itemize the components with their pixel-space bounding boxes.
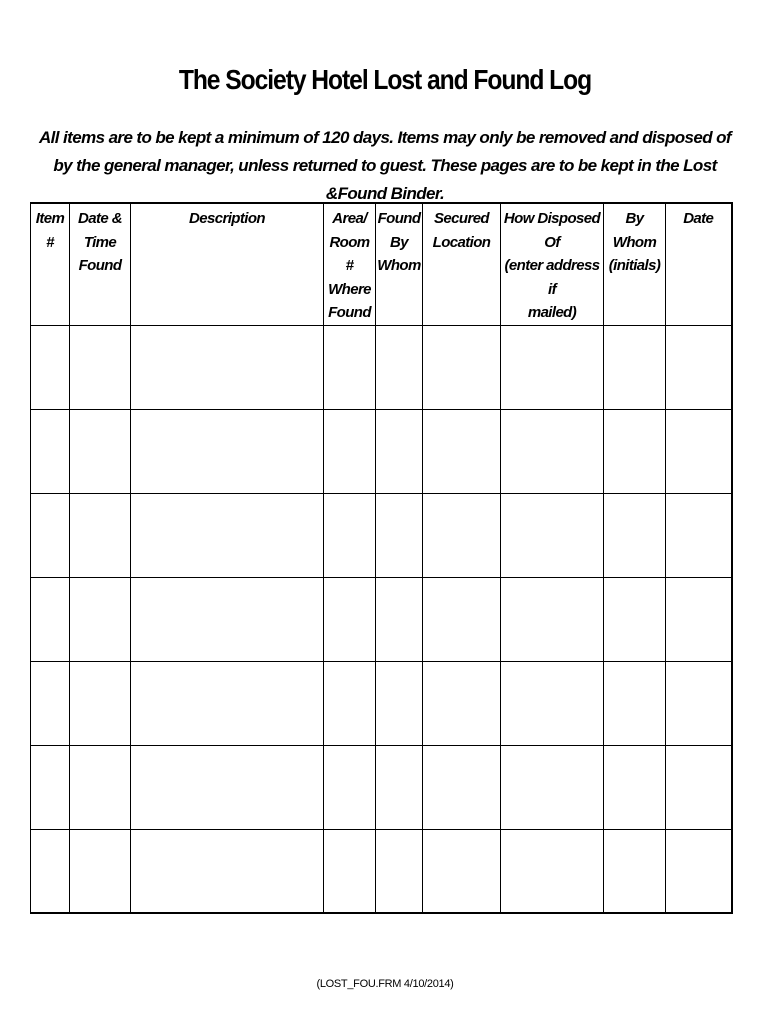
cell-by-whom-initials[interactable] [604, 829, 666, 913]
cell-how-disposed[interactable] [501, 493, 604, 577]
cell-found-by-whom[interactable] [376, 829, 423, 913]
cell-date[interactable] [666, 577, 732, 661]
cell-date-time-found[interactable] [70, 577, 131, 661]
cell-item-number[interactable] [31, 325, 70, 409]
cell-date[interactable] [666, 493, 732, 577]
cell-secured-location[interactable] [423, 577, 501, 661]
table-row [31, 661, 732, 745]
cell-date-time-found[interactable] [70, 745, 131, 829]
log-table-body [31, 325, 732, 913]
table-row [31, 409, 732, 493]
cell-by-whom-initials[interactable] [604, 745, 666, 829]
cell-area-room[interactable] [324, 577, 376, 661]
cell-item-number[interactable] [31, 745, 70, 829]
cell-found-by-whom[interactable] [376, 493, 423, 577]
header-found-by-whom: Found By Whom [376, 203, 423, 325]
cell-date-time-found[interactable] [70, 493, 131, 577]
cell-description[interactable] [131, 325, 324, 409]
header-how-disposed: How Disposed Of (enter address if mailed) [501, 203, 604, 325]
cell-date-time-found[interactable] [70, 661, 131, 745]
cell-by-whom-initials[interactable] [604, 661, 666, 745]
cell-date-time-found[interactable] [70, 409, 131, 493]
form-code-footer: (LOST_FOU.FRM 4/10/2014) [316, 978, 454, 990]
cell-how-disposed[interactable] [501, 745, 604, 829]
cell-area-room[interactable] [324, 325, 376, 409]
cell-how-disposed[interactable] [501, 829, 604, 913]
cell-description[interactable] [131, 409, 324, 493]
header-date-time-found: Date & Time Found [70, 203, 131, 325]
header-by-whom-initials: By Whom (initials) [604, 203, 666, 325]
cell-date[interactable] [666, 409, 732, 493]
cell-date-time-found[interactable] [70, 325, 131, 409]
cell-how-disposed[interactable] [501, 661, 604, 745]
table-row [31, 577, 732, 661]
header-item-number: Item # [31, 203, 70, 325]
cell-area-room[interactable] [324, 745, 376, 829]
header-secured-location: Secured Location [423, 203, 501, 325]
cell-description[interactable] [131, 493, 324, 577]
cell-secured-location[interactable] [423, 325, 501, 409]
cell-area-room[interactable] [324, 661, 376, 745]
header-description: Description [131, 203, 324, 325]
cell-by-whom-initials[interactable] [604, 409, 666, 493]
page-title: The Society Hotel Lost and Found Log [178, 64, 592, 95]
header-row [31, 203, 732, 325]
table-row [31, 745, 732, 829]
cell-date[interactable] [666, 325, 732, 409]
cell-by-whom-initials[interactable] [604, 325, 666, 409]
header-area-room: Area/ Room # Where Found [324, 203, 376, 325]
cell-area-room[interactable] [324, 829, 376, 913]
cell-date[interactable] [666, 745, 732, 829]
cell-secured-location[interactable] [423, 829, 501, 913]
cell-item-number[interactable] [31, 409, 70, 493]
cell-area-room[interactable] [324, 493, 376, 577]
cell-how-disposed[interactable] [501, 325, 604, 409]
cell-found-by-whom[interactable] [376, 661, 423, 745]
lost-found-log-table [30, 202, 733, 914]
cell-description[interactable] [131, 745, 324, 829]
cell-secured-location[interactable] [423, 409, 501, 493]
cell-found-by-whom[interactable] [376, 409, 423, 493]
cell-found-by-whom[interactable] [376, 325, 423, 409]
header-date: Date [666, 203, 732, 325]
cell-item-number[interactable] [31, 661, 70, 745]
cell-how-disposed[interactable] [501, 577, 604, 661]
cell-found-by-whom[interactable] [376, 745, 423, 829]
cell-item-number[interactable] [31, 577, 70, 661]
table-row [31, 829, 732, 913]
table-row [31, 493, 732, 577]
cell-description[interactable] [131, 577, 324, 661]
cell-item-number[interactable] [31, 829, 70, 913]
table-row [31, 325, 732, 409]
cell-description[interactable] [131, 661, 324, 745]
cell-found-by-whom[interactable] [376, 577, 423, 661]
cell-secured-location[interactable] [423, 661, 501, 745]
cell-how-disposed[interactable] [501, 409, 604, 493]
cell-date-time-found[interactable] [70, 829, 131, 913]
cell-item-number[interactable] [31, 493, 70, 577]
cell-by-whom-initials[interactable] [604, 493, 666, 577]
cell-secured-location[interactable] [423, 493, 501, 577]
cell-area-room[interactable] [324, 409, 376, 493]
instructions-text: All items are to be kept a minimum of 120 days. Items may only be removed and disposed of by the general manager, unless returned to guest. These pages are to be kept in the Lost &Found Binder. [39, 128, 731, 203]
cell-description[interactable] [131, 829, 324, 913]
cell-date[interactable] [666, 829, 732, 913]
cell-date[interactable] [666, 661, 732, 745]
cell-by-whom-initials[interactable] [604, 577, 666, 661]
cell-secured-location[interactable] [423, 745, 501, 829]
